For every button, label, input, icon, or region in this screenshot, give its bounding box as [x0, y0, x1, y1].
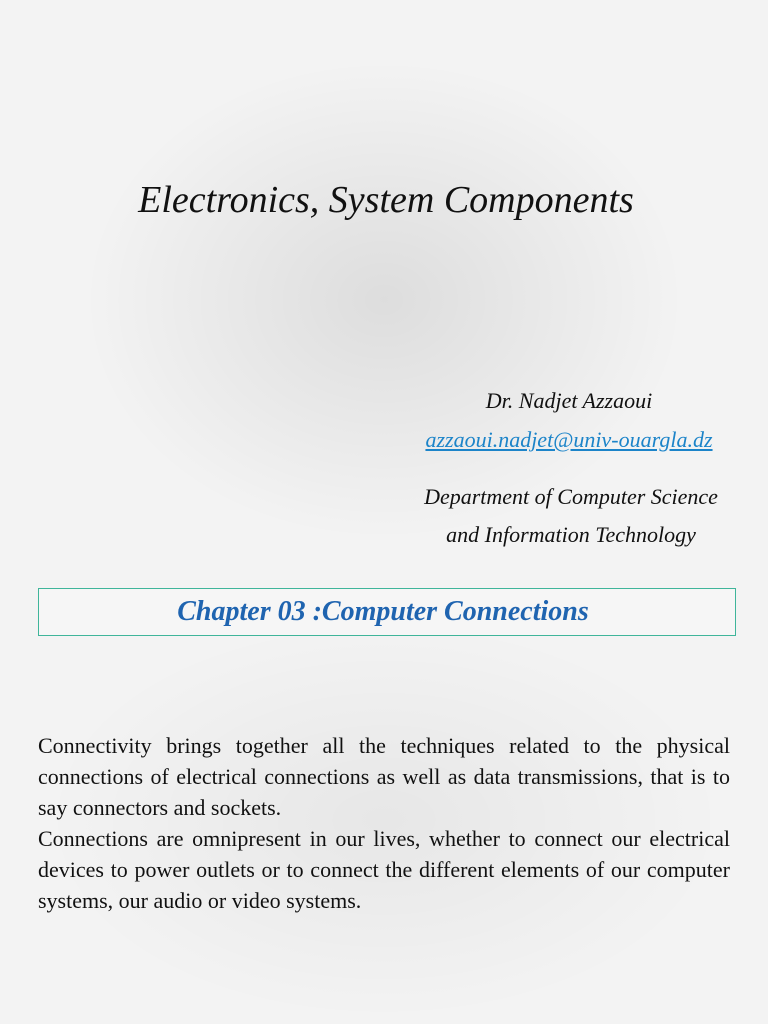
paragraph-connectivity: Connectivity brings together all the techniques related to the physical connections of electrical connections as well as data transmissions, that is to say connectors and sockets.	[38, 733, 730, 820]
department-line-1: Department of Computer Science	[424, 484, 718, 509]
slide-title: Electronics, System Components	[138, 179, 634, 221]
body-text	[38, 730, 730, 916]
chapter-box	[38, 588, 736, 636]
author-name: Dr. Nadjet Azzaoui	[485, 388, 653, 413]
department-line-2: and Information Technology	[446, 522, 696, 547]
chapter-title: Chapter 03 :Computer Connections	[177, 596, 589, 627]
department	[392, 478, 750, 554]
author-email-link[interactable]: azzaoui.nadjet@univ-ouargla.dz	[425, 427, 713, 452]
paragraph-connections: Connections are omnipresent in our lives, whether to connect our electrical devices to power outlets or to connect the different elements of our computer systems, our audio or video systems.	[38, 826, 730, 913]
